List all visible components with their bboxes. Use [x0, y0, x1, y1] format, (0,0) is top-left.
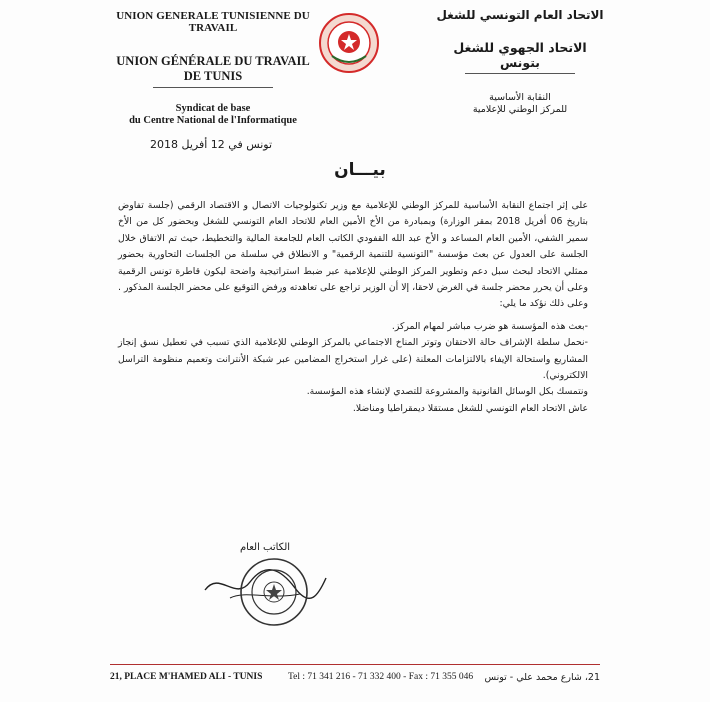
statement-paragraph: على إثر اجتماع النقابة الأساسية للمركز الوطني للإعلامية مع وزير تكنولوجيات الاتصال و الاقتصاد الرقمي (جلسة تفاوض بتاريخ 06 أفريل 2018 بمقر الوزارة) وبمبادرة من الأخ الأمين العام للاتحاد العام التونسي للشغل وبحضور كل من الأخ سمير الشفي، الأمين العام المساعد و الأخ عبد الله القفودي الكاتب العام للجامعة المالية والتخطيط، حيث تم الاتفاق خلال الجلسة على العدول عن بعث مؤسسة "التونسية للتنمية الرقمية" و الانطلاق في سلسلة من الجلسات التحاورية بحضور ممثلي الاتحاد لبحث سبل دعم وتطوير المركز الوطني للإعلامية عبر ضبط استراتيجية واضحة ليكون قاطرة تونس الرقمية وعلى أن يحرر محضر جلسة في الغرض لاحقا، إلا أن الوزير تراجع على تعاهدته ورفض التوقيع على محضر الجلسة المذكور . وعلى ذلك نؤكد ما يلي: — [118, 200, 588, 310]
header-divider — [465, 73, 575, 74]
statement-points — [118, 319, 588, 385]
document-date: تونس في 12 أفريل 2018 — [150, 138, 273, 151]
list-item: -بعث هذه المؤسسة هو ضرب مباشر لمهام المركز. — [391, 320, 588, 332]
header-divider — [153, 87, 273, 88]
header-right-arabic — [430, 8, 610, 116]
union-name-ar: الاتحاد العام التونسي للشغل — [436, 8, 604, 22]
statement-body — [118, 198, 588, 417]
header-left-french — [108, 10, 318, 127]
union-name-fr: UNION GENERALE TUNISIENNE DU TRAVAIL — [116, 10, 310, 34]
regional-union-ar: الاتحاد الجهوي للشغل بتونس — [453, 40, 587, 70]
document-title: بيـــان — [334, 160, 386, 180]
footer-phones: Tel : 71 341 216 - 71 332 400 - Fax : 71 355 046 — [288, 672, 474, 682]
closing-statement: ونتمسك بكل الوسائل القانونية والمشروعة للتصدي لإنشاء هذه المؤسسة. — [306, 386, 588, 398]
letter-footer — [110, 672, 600, 686]
slogan: عاش الاتحاد العام التونسي للشغل مستقلا ديمقراطيا ومناضلا. — [352, 402, 588, 414]
signature-role: الكاتب العام — [239, 542, 291, 553]
base-syndicate-fr: Syndicat de base du Centre National de l'Informatique — [129, 103, 297, 126]
footer-address-fr: 21, PLACE M'HAMED ALI - TUNIS — [110, 672, 263, 682]
base-syndicate-ar: النقابة الأساسية للمركز الوطني للإعلامية — [472, 92, 568, 115]
footer-address-ar: 21، شارع محمد علي - تونس — [484, 672, 600, 683]
footer-divider — [110, 664, 600, 665]
union-stamp-icon — [238, 556, 310, 628]
list-item: -نحمل سلطة الإشراف حالة الاحتقان وتوتر المناخ الاجتماعي بالمركز الوطني للإعلامية الذي تسبب في تعطيل نسق إنجاز المشاريع واستحالة الإيفاء بالالتزامات المعلنة (على غرار استخراج المضامين عبر شبكة الأنترانت وتعميم منظومة التراسل الالكتروني). — [118, 337, 588, 382]
ugtt-emblem-icon — [318, 12, 380, 74]
regional-union-fr: UNION GÉNÉRALE DU TRAVAIL DE TUNIS — [116, 54, 310, 83]
